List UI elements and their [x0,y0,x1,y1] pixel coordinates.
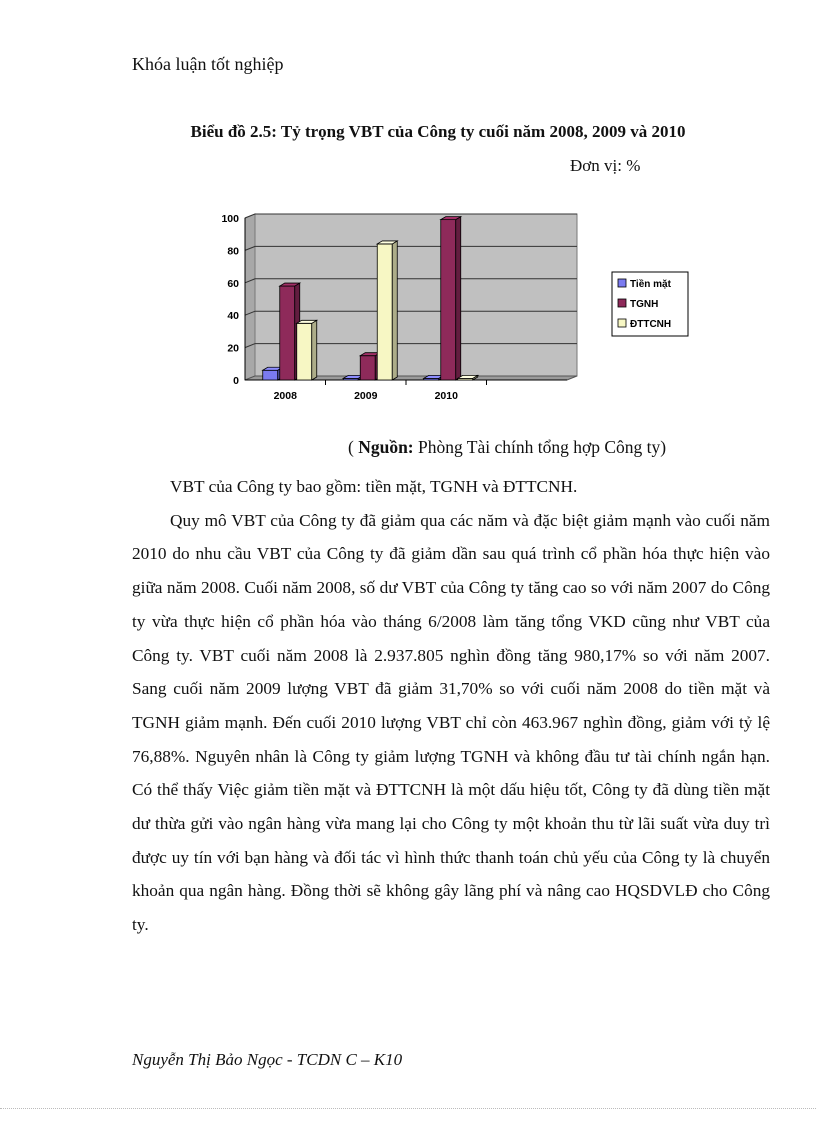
bar-TGNH-2008 [280,286,295,380]
legend-label: ĐTTCNH [630,319,672,330]
unit-label: Đơn vị: % [570,156,641,175]
chart-title: Biểu đồ 2.5: Tỷ trọng VBT của Công ty cuối năm 2008, 2009 và 2010 [190,122,686,141]
paragraph-analysis: Quy mô VBT của Công ty đã giảm qua các năm và đặc biệt giảm mạnh vào cuối năm 2010 do nhu cầu VBT của Công ty đã giảm dần sau quá trình cổ phần hóa thực hiện vào giữa năm 2008. Cuối năm 2008, số dư VBT của Công ty tăng cao so với năm 2007 do Công ty vừa thực hiện cổ phần hóa vào tháng 6/2008 làm tăng tổng VKD cũng như VBT của Công ty. VBT cuối năm 2008 là 2.937.805 nghìn đồng tăng 980,17% so với năm 2007. Sang cuối năm 2009 lượng VBT đã giảm 31,70% so với cuối năm 2008 do tiền mặt và TGNH giảm mạnh. Đến cuối 2010 lượng VBT chỉ còn 463.967 nghìn đồng, giảm với tỷ lệ 76,88%. Nguyên nhân là Công ty giảm lượng TGNH và không đầu tư tài chính ngắn hạn. Có thể thấy Việc giảm tiền mặt và ĐTTCNH là một dấu hiệu tốt, Công ty đã dùng tiền mặt dư thừa gửi vào ngân hàng vừa mang lại cho Công ty một khoản thu từ lãi suất vừa duy trì được uy tín với bạn hàng và đối tác vì hình thức thanh toán chủ yếu của Công ty là chuyển khoản qua ngân hàng. Đồng thời sẽ không gây lãng phí và nâng cao HQSDVLĐ cho Công ty. [132,510,770,935]
legend-swatch [618,279,626,287]
bar-side [456,217,461,380]
source-label: Nguồn: [358,437,414,457]
document-header: Khóa luận tốt nghiệp [132,54,284,74]
body-text [132,470,770,942]
bar-ĐTTCNH-2008 [297,323,312,380]
y-tick-label: 40 [227,310,239,323]
y-tick-label: 80 [227,245,239,258]
legend-label: TGNH [630,299,659,310]
y-tick-label: 0 [233,375,239,387]
bar-TGNH-2010 [441,220,456,380]
source-note: ( Nguồn: Phòng Tài chính tổng hợp Công ty) [348,437,667,457]
x-tick-label: 2010 [434,390,458,402]
y-tick-label: 20 [227,342,239,355]
paragraph-intro: VBT của Công ty bao gồm: tiền mặt, TGNH và ĐTTCNH. [170,477,578,496]
chart-side-wall [245,214,255,380]
bar-Tiền mặt-2008 [263,370,278,380]
x-tick-label: 2008 [273,390,297,402]
y-tick-label: 60 [227,277,239,290]
legend-swatch [618,319,626,327]
bar-ĐTTCNH-2009 [377,244,392,380]
legend-swatch [618,299,626,307]
legend-label: Tiền mặt [630,279,671,290]
footer-divider [0,1108,816,1109]
bar-side [392,241,397,380]
x-tick-label: 2009 [354,390,378,402]
y-tick-label: 100 [221,213,239,225]
bar-chart [200,200,700,415]
document-footer: Nguyễn Thị Bảo Ngọc - TCDN C – K10 [132,1050,403,1069]
source-text: Phòng Tài chính tổng hợp Công ty [418,437,661,457]
bar-TGNH-2009 [360,356,375,380]
bar-side [312,320,317,380]
